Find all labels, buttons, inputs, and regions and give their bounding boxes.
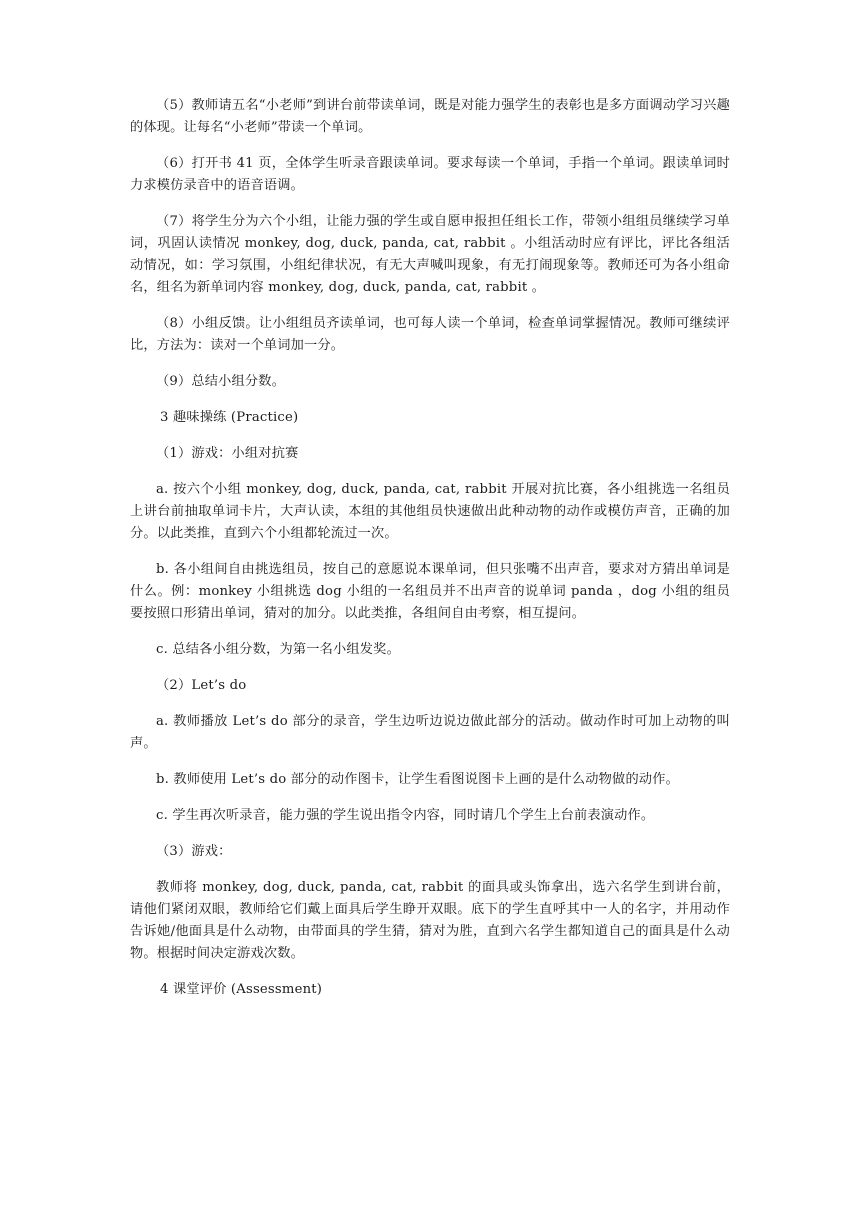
subheading-game: （3）游戏： bbox=[156, 844, 232, 859]
paragraph-step-5: （5）教师请五名“小老师”到讲台前带读单词，既是对能力强学生的表彰也是多方面调动学习兴趣的体现。让每名“小老师”带读一个单词。 bbox=[130, 98, 730, 135]
paragraph-lets-do-a: a. 教师播放 Let’s do 部分的录音，学生边听边说边做此部分的活动。做动作时可加上动物的叫声。 bbox=[130, 714, 730, 751]
paragraph-step-8: （8）小组反馈。让小组组员齐读单词，也可每人读一个单词，检查单词掌握情况。教师可继续评比，方法为：读对一个单词加一分。 bbox=[130, 316, 730, 353]
paragraph-step-6: （6）打开书 41 页，全体学生听录音跟读单词。要求每读一个单词，手指一个单词。跟读单词时力求模仿录音中的语音语调。 bbox=[130, 156, 730, 193]
paragraph-lets-do-c: c. 学生再次听录音，能力强的学生说出指令内容，同时请几个学生上台前表演动作。 bbox=[156, 808, 655, 823]
section-heading-assessment: 4 课堂评价 (Assessment) bbox=[160, 982, 323, 997]
document-body bbox=[130, 95, 730, 1015]
paragraph-lets-do-b: b. 教师使用 Let’s do 部分的动作图卡，让学生看图说图卡上画的是什么动物做的动作。 bbox=[156, 772, 679, 787]
paragraph-step-9: （9）总结小组分数。 bbox=[156, 374, 286, 389]
paragraph-practice-c: c. 总结各小组分数，为第一名小组发奖。 bbox=[156, 642, 400, 657]
subheading-game-group-contest: （1）游戏：小组对抗赛 bbox=[156, 446, 299, 461]
section-heading-practice: 3 趣味操练 (Practice) bbox=[160, 410, 299, 425]
subheading-lets-do: （2）Let’s do bbox=[156, 678, 247, 693]
paragraph-step-7: （7）将学生分为六个小组，让能力强的学生或自愿申报担任组长工作，带领小组组员继续学习单词，巩固认读情况 monkey, dog, duck, panda, cat, rabbit 。小组活动时应有评比，评比各组活动情况，如：学习氛围，小组纪律状况，有无大声喊叫现象，有无打闹现象等。教师还可为各小组命名，组名为新单词内容 monkey, dog, duck, panda, cat, rabbit 。 bbox=[130, 214, 730, 295]
paragraph-practice-a: a. 按六个小组 monkey, dog, duck, panda, cat, rabbit 开展对抗比赛，各小组挑选一名组员上讲台前抽取单词卡片，大声认读，本组的其他组员快速做出此种动物的动作或模仿声音，正确的加分。以此类推，直到六个小组都轮流过一次。 bbox=[130, 482, 730, 541]
paragraph-mask-game: 教师将 monkey, dog, duck, panda, cat, rabbit 的面具或头饰拿出，选六名学生到讲台前，请他们紧闭双眼，教师给它们戴上面具后学生睁开双眼。底下的学生直呼其中一人的名字，并用动作告诉她/他面具是什么动物，由带面具的学生猜，猜对为胜，直到六名学生都知道自己的面具是什么动物。根据时间决定游戏次数。 bbox=[130, 880, 730, 961]
paragraph-practice-b: b. 各小组间自由挑选组员，按自己的意愿说本课单词，但只张嘴不出声音，要求对方猜出单词是什么。例：monkey 小组挑选 dog 小组的一名组员并不出声音的说单词 panda ，dog 小组的组员要按照口形猜出单词，猜对的加分。以此类推，各组间自由考察，相互提问。 bbox=[130, 562, 730, 621]
